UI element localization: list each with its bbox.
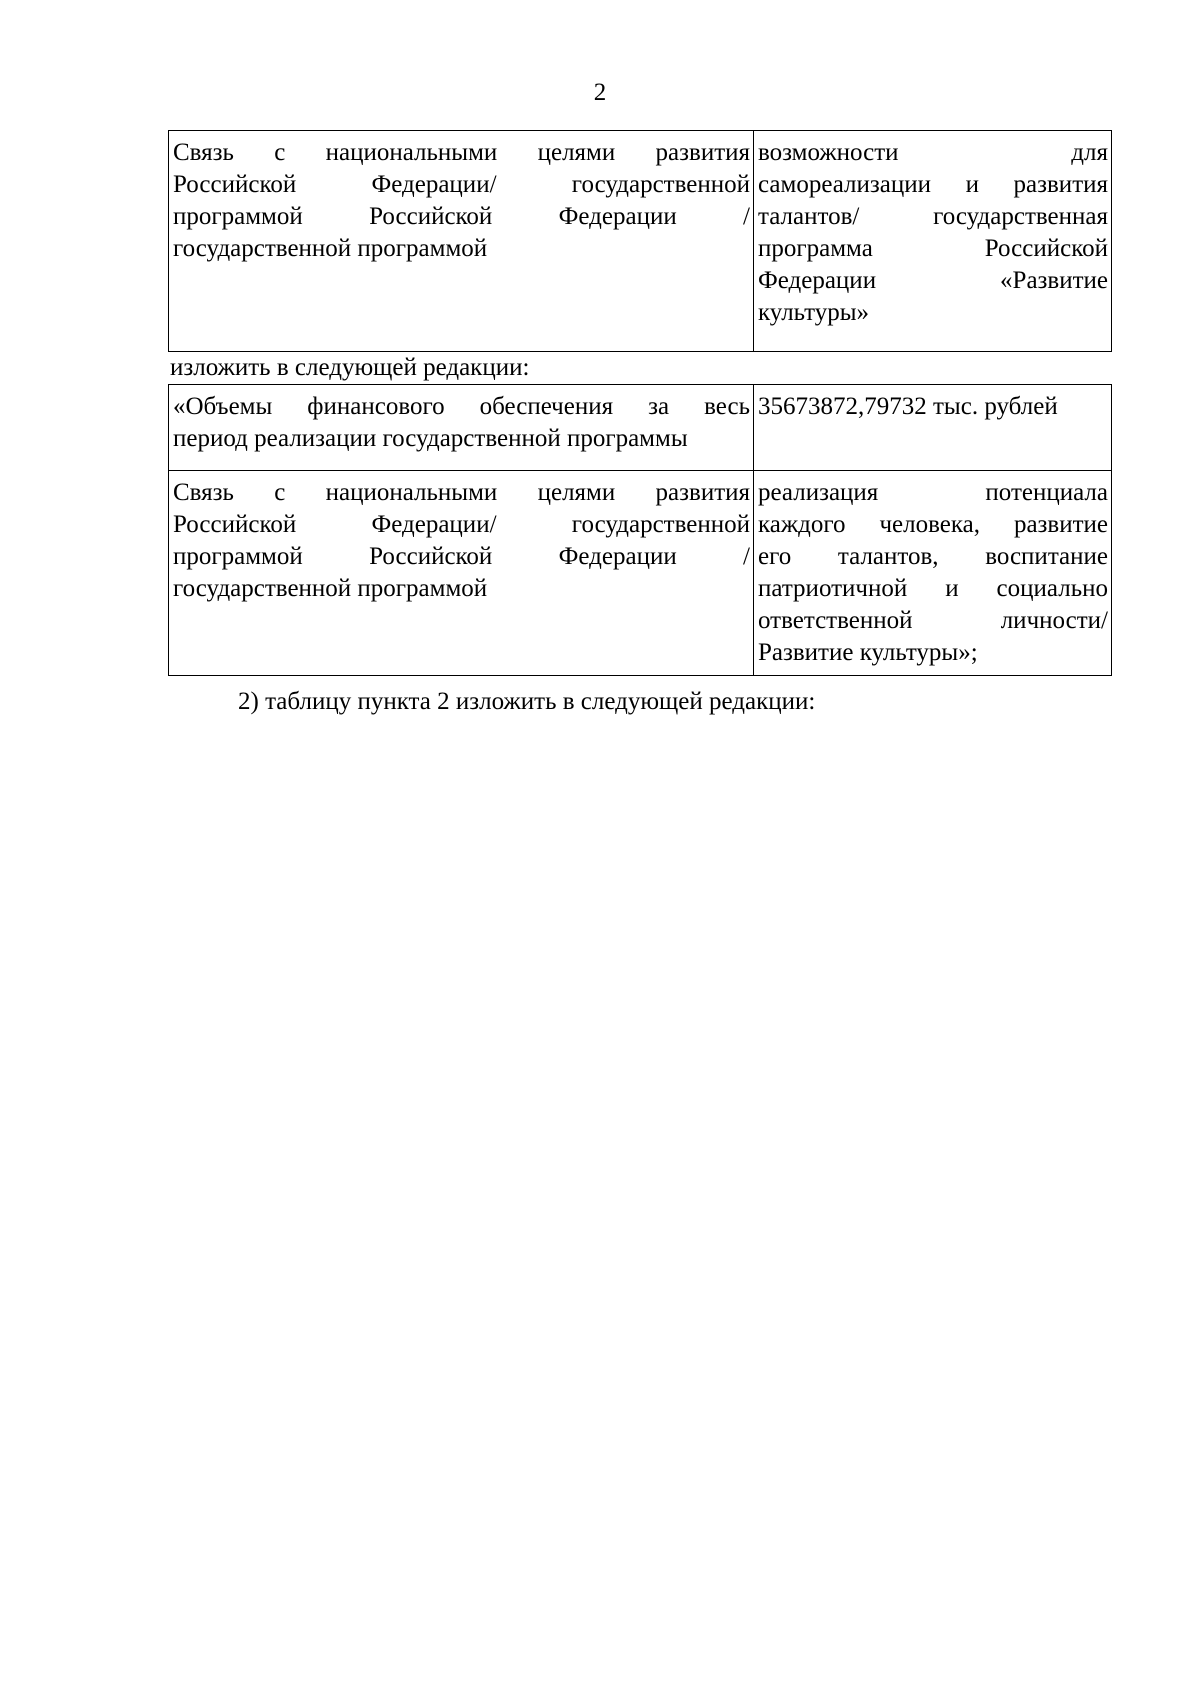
table-row <box>169 131 1112 352</box>
goals-link-table-original <box>168 130 1112 352</box>
table-cell-label <box>169 385 754 471</box>
table-cell-value <box>754 471 1112 676</box>
cell-line: государственной программой <box>173 235 488 262</box>
cell-line: талантов/ государственная <box>758 203 1108 230</box>
cell-line: ответственной личности/ <box>758 607 1108 634</box>
table-cell-value <box>754 131 1112 352</box>
cell-line: Связь с национальными целями развития <box>173 479 750 506</box>
cell-line: Федерации «Развитие <box>758 267 1108 294</box>
cell-line: Российской Федерации/ государственной <box>173 511 750 538</box>
cell-line: период реализации государственной программы <box>173 425 688 452</box>
cell-line: программа Российской <box>758 235 1108 262</box>
table-cell-label <box>169 131 754 352</box>
cell-line: его талантов, воспитание <box>758 543 1108 570</box>
instruction-paragraph: 2) таблицу пункта 2 изложить в следующей редакции: <box>238 688 816 715</box>
cell-line: программой Российской Федерации / <box>173 543 750 570</box>
cell-line: программой Российской Федерации / <box>173 203 750 230</box>
cell-line: возможности для <box>758 139 1108 166</box>
cell-line: «Объемы финансового обеспечения за весь <box>173 393 750 420</box>
instruction-paragraph: изложить в следующей редакции: <box>170 354 530 381</box>
cell-line: реализация потенциала <box>758 479 1108 506</box>
cell-line: Развитие культуры»; <box>758 639 978 666</box>
funding-amount: 35673872,79732 тыс. рублей <box>758 393 1058 420</box>
cell-line: самореализации и развития <box>758 171 1108 198</box>
table-cell-value <box>754 385 1112 471</box>
cell-line: патриотичной и социально <box>758 575 1108 602</box>
cell-line: культуры» <box>758 299 870 326</box>
table-row <box>169 385 1112 471</box>
table-cell-label <box>169 471 754 676</box>
page-number: 2 <box>593 79 607 106</box>
table-row <box>169 471 1112 676</box>
cell-line: государственной программой <box>173 575 488 602</box>
cell-line: каждого человека, развитие <box>758 511 1108 538</box>
cell-line: Российской Федерации/ государственной <box>173 171 750 198</box>
program-passport-table-new <box>168 384 1112 676</box>
cell-line: Связь с национальными целями развития <box>173 139 750 166</box>
